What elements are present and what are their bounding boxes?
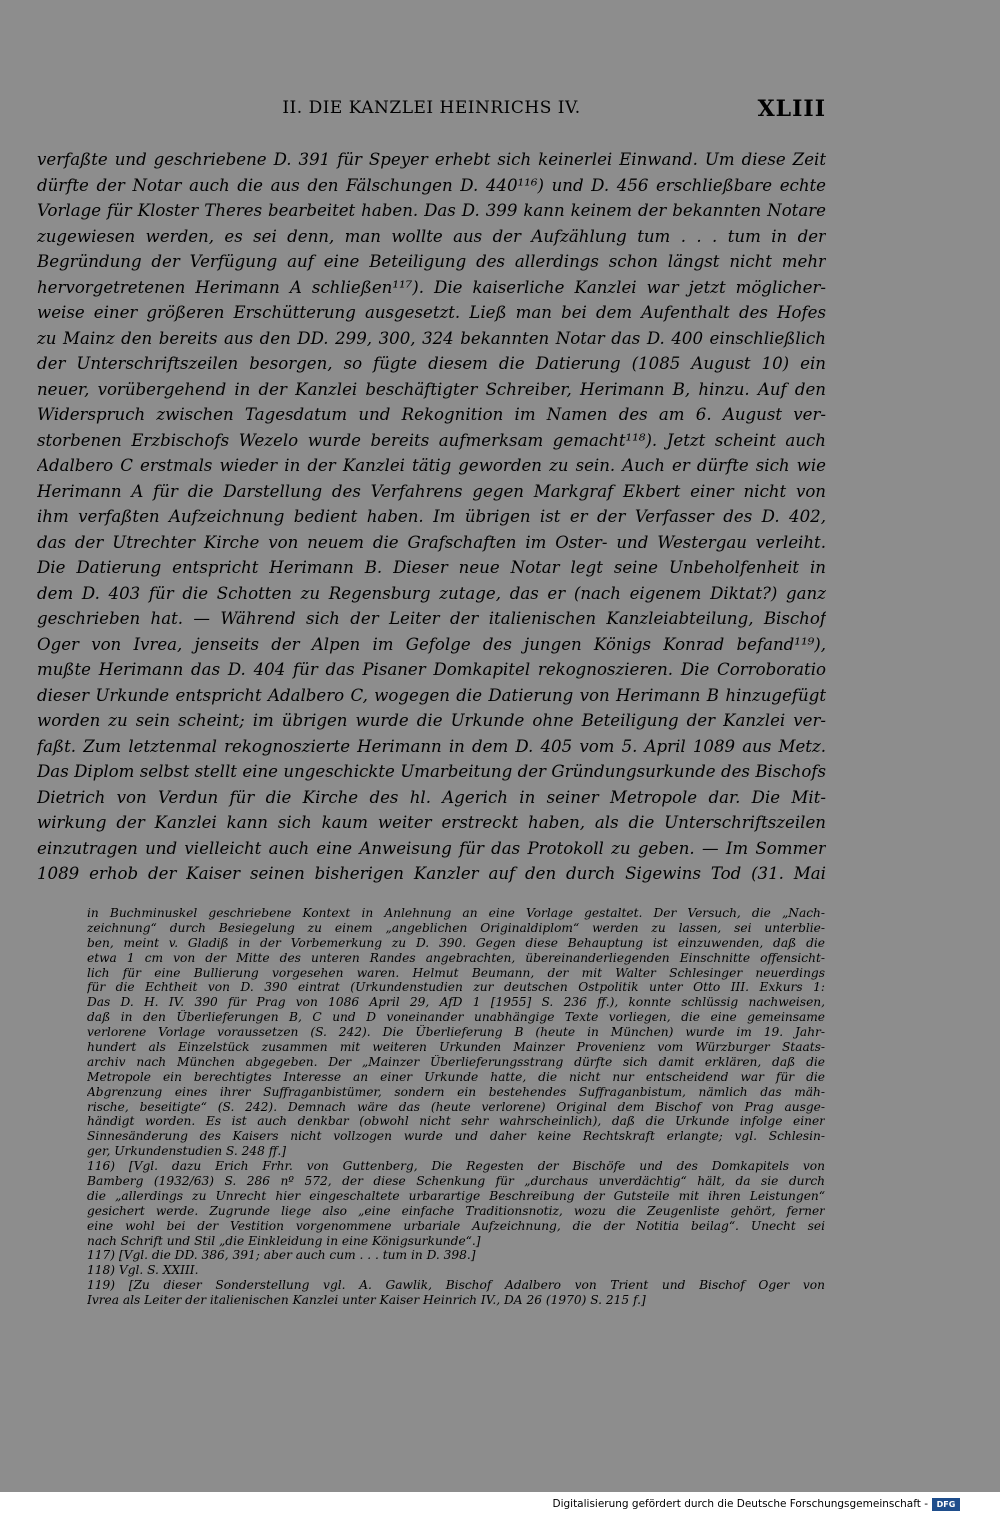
footnote-line: archiv nach München abgegeben. Der „Mainzer Überlieferungsstrang dürfte sich damit erklären, daß die	[87, 1054, 825, 1069]
footnote-line: zeichnung“ durch Besiegelung zu einem „angeblichen Originaldiplom“ werden zu lassen, sei unterblie-	[87, 920, 825, 935]
text-line: dürfte der Notar auch die aus den Fälschungen D. 440¹¹⁶) und D. 456 erschließbare echte	[37, 175, 826, 195]
footnote-line: 117) [Vgl. die DD. 386, 391; aber auch cum . . . tum in D. 398.]	[87, 1248, 476, 1263]
footnote-line: daß in den Überlieferungen B, C und D voneinander unabhängige Texte vorliegen, die eine gemeinsame	[87, 1010, 825, 1025]
footnote-line: 118) Vgl. S. XXIII.	[87, 1263, 199, 1278]
text-line: Vorlage für Kloster Theres bearbeitet haben. Das D. 399 kann keinem der bekannten Notare	[37, 201, 826, 220]
text-line: Begründung der Verfügung auf eine Beteiligung des allerdings schon längst nicht mehr	[37, 252, 826, 271]
page-number: XLIII	[757, 96, 826, 122]
footnote-line: in Buchminuskel geschriebene Kontext in Anlehnung an eine Vorlage gestaltet. Der Versuch, die „Nach-	[87, 906, 825, 920]
footer-credit: Digitalisierung gefördert durch die Deutsche Forschungsgemeinschaft -	[552, 1498, 928, 1510]
text-line: Widerspruch zwischen Tagesdatum und Rekognition im Namen des am 6. August ver-	[37, 405, 826, 424]
text-line: zu Mainz den bereits aus den DD. 299, 300, 324 bekannten Notar das D. 400 einschließlich	[37, 328, 826, 348]
footnote-line: nach Schrift und Stil „die Einkleidung in eine Königsurkunde“.]	[87, 1233, 481, 1248]
text-line: zugewiesen werden, es sei denn, man wollte aus der Aufzählung tum . . . tum in der	[37, 226, 826, 246]
footnotes	[87, 906, 825, 1308]
footnote-line: Metropole ein berechtigtes Interesse an einer Urkunde hatte, die nicht nur entscheidend war für die	[87, 1069, 825, 1084]
text-line: Dietrich von Verdun für die Kirche des hl. Agerich in seiner Metropole dar. Die Mit-	[37, 787, 826, 807]
text-line: dieser Urkunde entspricht Adalbero C, wogegen die Datierung von Herimann B hinzugefügt	[37, 685, 826, 705]
text-line: Oger von Ivrea, jenseits der Alpen im Gefolge des jungen Königs Konrad befand¹¹⁹),	[37, 634, 826, 654]
footnote-line: Bamberg (1932/63) S. 286 nº 572, der diese Schenkung für „durchaus unverdächtig“ hält, da sie durch	[87, 1174, 825, 1189]
footnote-line: etwa 1 cm von der Mitte des unteren Randes angebrachten, übereinanderliegenden Einschnitte offensicht-	[87, 950, 825, 965]
footnote-line: 119) [Zu dieser Sonderstellung vgl. A. Gawlik, Bischof Adalbero von Trient und Bischof Oger von	[87, 1278, 825, 1293]
footnote-line: händigt worden. Es ist auch denkbar (obwohl nicht sehr wahrscheinlich), daß die Urkunde infolge einer	[87, 1114, 825, 1129]
text-line: das der Utrechter Kirche von neuem die Grafschaften im Oster- und Westergau verleiht.	[37, 532, 826, 552]
text-line: mußte Herimann das D. 404 für das Pisaner Domkapitel rekognoszieren. Die Corroboratio	[37, 660, 826, 679]
footnote-line: verlorene Vorlage voraussetzen (S. 242). Die Überlieferung B (heute in München) wurde im 19. Jahr-	[87, 1025, 825, 1040]
running-head	[37, 96, 826, 124]
text-line: verfaßte und geschriebene D. 391 für Speyer erhebt sich keinerlei Einwand. Um diese Zeit	[37, 150, 826, 169]
footnote-line: gesichert werde. Zugrunde liege also „eine einfache Traditionsnotiz, wozu die Zeugenliste gehört, ferner	[87, 1203, 825, 1218]
footnote-line: Das D. H. IV. 390 für Prag von 1086 April 29, AfD 1 [1955] S. 236 ff.), konnte schlüssig nachweisen,	[87, 995, 825, 1010]
footnote-line: Ivrea als Leiter der italienischen Kanzlei unter Kaiser Heinrich IV., DA 26 (1970) S. 215 f.]	[87, 1293, 646, 1308]
text-line: Herimann A für die Darstellung des Verfahrens gegen Markgraf Ekbert einer nicht von	[37, 481, 826, 501]
footnote-line: Sinnesänderung des Kaisers nicht vollzogen wurde und daher keine Rechtskraft erlangte; vgl. Schlesin-	[87, 1129, 825, 1144]
text-line: neuer, vorübergehend in der Kanzlei beschäftigter Schreiber, Herimann B, hinzu. Auf den	[37, 379, 826, 399]
text-line: dem D. 403 für die Schotten zu Regensburg zutage, das er (nach eigenem Diktat?) ganz	[37, 583, 826, 603]
text-line: der Unterschriftszeilen besorgen, so fügte diesem die Datierung (1085 August 10) ein	[37, 354, 826, 373]
main-text	[37, 147, 826, 887]
text-line: geschrieben hat. — Während sich der Leiter der italienischen Kanzleiabteilung, Bischof	[37, 609, 826, 628]
footnote-line: ger, Urkundenstudien S. 248 ff.]	[87, 1144, 286, 1159]
footnote-line: 116) [Vgl. dazu Erich Frhr. von Guttenberg, Die Regesten der Bischöfe und des Domkapitels von	[87, 1159, 825, 1174]
text-line: wirkung der Kanzlei kann sich kaum weiter erstreckt haben, als die Unterschriftszeilen	[37, 813, 826, 832]
footnote-line: hundert als Einzelstück zusammen mit weiteren Urkunden Mainzer Provenienz vom Würzburger Staats-	[87, 1040, 825, 1055]
text-line: Das Diplom selbst stellt eine ungeschickte Umarbeitung der Gründungsurkunde des Bischofs	[37, 762, 826, 781]
footnote-line: lich für eine Bullierung vorgesehen waren. Helmut Beumann, der mit Walter Schlesinger neuerdings	[87, 965, 825, 980]
dfg-logo[interactable]: DFG	[932, 1498, 960, 1511]
text-line: einzutragen und vielleicht auch eine Anweisung für das Protokoll zu geben. — Im Sommer	[37, 838, 826, 858]
text-line: weise einer größeren Erschütterung ausgesetzt. Ließ man bei dem Aufenthalt des Hofes	[37, 303, 826, 322]
text-line: worden zu sein scheint; im übrigen wurde die Urkunde ohne Beteiligung der Kanzlei ver-	[37, 711, 826, 730]
text-line: hervorgetretenen Herimann A schließen¹¹⁷). Die kaiserliche Kanzlei war jetzt möglicher-	[37, 277, 826, 297]
footnote-line: rische, beseitigte“ (S. 242). Demnach wäre das (heute verlorene) Original dem Bischof von Prag ausge-	[87, 1099, 825, 1114]
text-line: Die Datierung entspricht Herimann B. Dieser neue Notar legt seine Unbeholfenheit in	[37, 558, 826, 577]
text-line: Adalbero C erstmals wieder in der Kanzlei tätig geworden zu sein. Auch er dürfte sich wie	[37, 456, 826, 475]
footnote-line: ben, meint v. Gladiß in der Vorbemerkung zu D. 390. Gegen diese Behauptung ist einzuwenden, daß die	[87, 935, 825, 950]
footnote-line: für die Echtheit von D. 390 eintrat (Urkundenstudien zur deutschen Ostpolitik unter Otto III. Exkurs 1:	[87, 980, 825, 995]
footnote-line: Abgrenzung eines ihrer Suffraganbistümer, sondern ein bestehendes Suffraganbistum, nämlich das mäh-	[87, 1084, 825, 1099]
text-line: storbenen Erzbischofs Wezelo wurde bereits aufmerksam gemacht¹¹⁸). Jetzt scheint auch	[37, 430, 826, 450]
running-head-title: II. DIE KANZLEI HEINRICHS IV.	[282, 98, 581, 118]
footer	[552, 1497, 960, 1511]
footnote-line: eine wohl bei der Vestition vorgenommene urbariale Aufzeichnung, die der Notitia beilag“. Unecht sei	[87, 1218, 825, 1233]
footnote-line: die „allerdings zu Unrecht hier eingeschaltete urbarartige Beschreibung der Gutsteile mit ihren Leistungen“	[87, 1188, 825, 1203]
text-line: 1089 erhob der Kaiser seinen bisherigen Kanzler auf den durch Sigewins Tod (31. Mai	[37, 864, 826, 883]
text-line: faßt. Zum letztenmal rekognoszierte Herimann in dem D. 405 vom 5. April 1089 aus Metz.	[37, 736, 826, 756]
text-line: ihm verfaßten Aufzeichnung bedient haben. Im übrigen ist er der Verfasser des D. 402,	[37, 507, 826, 526]
